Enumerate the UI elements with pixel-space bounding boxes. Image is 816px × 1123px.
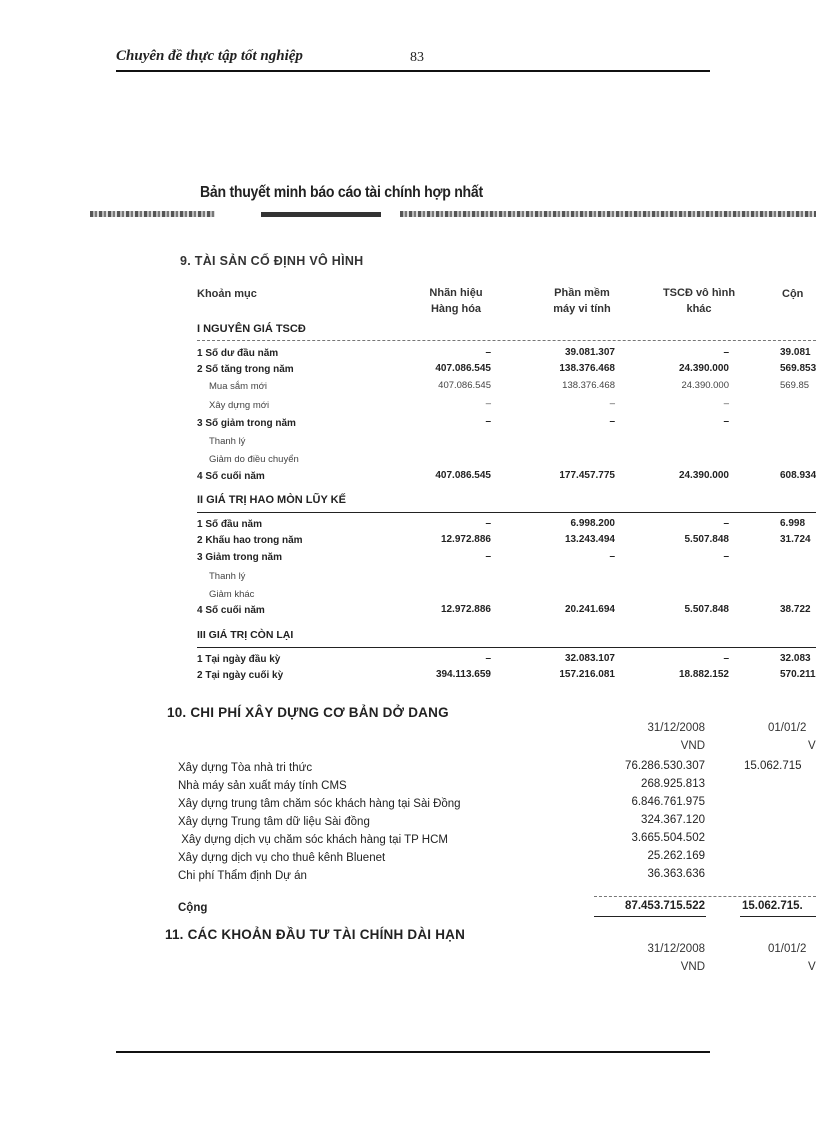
cell-trademark: – <box>485 347 491 358</box>
report-title: Bản thuyết minh báo cáo tài chính hợp nhất <box>200 184 483 201</box>
unit-header-current: VND <box>680 740 705 752</box>
cell-other: 24.390.000 <box>678 470 729 481</box>
cell-trademark: – <box>485 551 491 562</box>
cell-software: 138.376.468 <box>559 363 615 374</box>
divider <box>197 512 816 513</box>
cip-row-current: 76.286.530.307 <box>625 760 705 772</box>
row-label: 1 Số dư đầu năm <box>197 348 279 359</box>
cip-row-label: Chi phí Thẩm định Dự án <box>178 870 307 882</box>
cell-software: 39.081.307 <box>564 347 615 358</box>
group-remaining-value: III GIÁ TRỊ CÒN LẠI <box>197 629 294 641</box>
row-label: 4 Số cuối năm <box>197 605 265 616</box>
cell-other: 5.507.848 <box>684 534 729 545</box>
cell-software: 13.243.494 <box>564 534 615 545</box>
cell-other: 24.390.000 <box>678 363 729 374</box>
cell-software: 157.216.081 <box>559 669 615 680</box>
date-header-previous: 01/01/2 <box>768 943 807 955</box>
cell-trademark: 407.086.545 <box>435 470 491 481</box>
cell-software: – <box>609 416 615 427</box>
cip-total-label: Cộng <box>178 902 208 914</box>
cell-total: 32.083 <box>780 653 811 664</box>
cip-row-current: 3.665.504.502 <box>631 832 705 844</box>
cip-row-current: 6.846.761.975 <box>631 796 705 808</box>
cell-trademark: 394.113.659 <box>435 669 491 680</box>
cip-total-previous: 15.062.715. <box>742 900 803 912</box>
group-original-cost: I NGUYÊN GIÁ TSCĐ <box>197 323 306 335</box>
column-header-total: Cộn <box>782 288 804 300</box>
column-header-trademark: Nhãn hiệu <box>429 287 483 299</box>
document-header-title: Chuyên đề thực tập tốt nghiệp <box>116 48 303 64</box>
cip-row-current: 268.925.813 <box>641 778 705 790</box>
row-label: Giảm khác <box>209 589 255 600</box>
cell-total: 6.998 <box>780 518 806 529</box>
cell-software: 6.998.200 <box>570 518 615 529</box>
column-header-other-assets: TSCĐ vô hình <box>662 287 736 299</box>
row-label: Mua sắm mới <box>209 381 267 392</box>
row-label: 1 Tại ngày đầu kỳ <box>197 654 281 665</box>
column-header-software: Phần mềm <box>554 287 610 299</box>
cell-other: – <box>723 416 729 427</box>
date-header-current: 31/12/2008 <box>647 943 705 955</box>
cell-trademark: 12.972.886 <box>440 604 491 615</box>
row-label: 3 Số giảm trong năm <box>197 418 296 429</box>
divider <box>594 916 706 917</box>
row-label: 2 Tại ngày cuối kỳ <box>197 670 284 681</box>
row-label: 1 Số đầu năm <box>197 519 263 530</box>
cell-trademark: 407.086.545 <box>438 380 491 391</box>
section-11-title: 11. CÁC KHOẢN ĐẦU TƯ TÀI CHÍNH DÀI HẠN <box>165 927 466 942</box>
footer-rule <box>116 1051 710 1053</box>
cip-row-current: 25.262.169 <box>647 850 705 862</box>
cell-total: 39.081 <box>780 347 811 358</box>
cip-row-label: Xây dựng trung tâm chăm sóc khách hàng tại Sài Đồng <box>178 798 461 810</box>
row-label: Xây dựng mới <box>209 400 270 411</box>
cip-row-previous: 15.062.715 <box>744 760 802 772</box>
cell-trademark: – <box>485 653 491 664</box>
group-accumulated-depreciation: II GIÁ TRỊ HAO MÒN LŨY KẾ <box>197 494 346 506</box>
cell-trademark: 12.972.886 <box>440 534 491 545</box>
cell-other: – <box>723 551 729 562</box>
row-label: 3 Giảm trong năm <box>197 552 283 563</box>
row-label: Giảm do điều chuyển <box>209 454 299 465</box>
cell-trademark: – <box>485 518 491 529</box>
decorative-band <box>90 211 215 217</box>
cell-other: – <box>723 398 729 409</box>
cell-trademark: – <box>485 398 491 409</box>
cip-row-current: 36.363.636 <box>647 868 705 880</box>
unit-header-previous: V <box>808 961 816 973</box>
cell-other: – <box>723 518 729 529</box>
cell-total: 608.934 <box>780 470 816 481</box>
decorative-band <box>261 212 381 217</box>
cip-row-label: Nhà máy sản xuất máy tính CMS <box>178 780 347 792</box>
cell-software: 177.457.775 <box>559 470 615 481</box>
unit-header-current: VND <box>680 961 705 973</box>
cip-row-label: Xây dựng dịch vụ chăm sóc khách hàng tại TP HCM <box>178 834 448 846</box>
cell-software: – <box>609 551 615 562</box>
page-number: 83 <box>410 50 424 65</box>
cell-total: 569.853 <box>780 363 816 374</box>
date-header-previous: 01/01/2 <box>768 722 807 734</box>
cell-other: 5.507.848 <box>684 604 729 615</box>
row-label: Thanh lý <box>209 571 246 582</box>
cell-software: 138.376.468 <box>562 380 615 391</box>
cell-total: 569.85 <box>780 380 810 391</box>
cell-other: – <box>723 347 729 358</box>
cell-trademark: 407.086.545 <box>435 363 491 374</box>
cip-row-current: 324.367.120 <box>641 814 705 826</box>
cell-trademark: – <box>485 416 491 427</box>
decorative-band <box>400 211 816 217</box>
unit-header-previous: V <box>808 740 816 752</box>
header-rule <box>116 70 710 72</box>
column-header-item: Khoản mục <box>197 288 257 300</box>
divider <box>740 916 816 917</box>
section-10-title: 10. CHI PHÍ XÂY DỰNG CƠ BẢN DỞ DANG <box>167 705 449 720</box>
cell-total: 31.724 <box>780 534 811 545</box>
cell-other: 18.882.152 <box>678 669 729 680</box>
divider <box>197 340 816 341</box>
cell-software: 32.083.107 <box>564 653 615 664</box>
row-label: 2 Khấu hao trong năm <box>197 535 303 546</box>
divider <box>594 896 816 897</box>
cell-other: – <box>723 653 729 664</box>
cell-software: – <box>609 398 615 409</box>
column-header-software-line2: máy vi tính <box>553 303 611 315</box>
cip-row-label: Xây dựng Tòa nhà tri thức <box>178 762 313 774</box>
row-label: 2 Số tăng trong năm <box>197 364 294 375</box>
cip-total-current: 87.453.715.522 <box>625 900 705 912</box>
date-header-current: 31/12/2008 <box>647 722 705 734</box>
cell-total: 570.211 <box>780 669 816 680</box>
divider <box>197 647 816 648</box>
cip-row-label: Xây dựng dịch vụ cho thuê kênh Bluenet <box>178 852 386 864</box>
cell-other: 24.390.000 <box>681 380 729 391</box>
column-header-other-assets-line2: khác <box>686 303 712 315</box>
row-label: Thanh lý <box>209 436 246 447</box>
column-header-trademark-line2: Hàng hóa <box>430 303 482 315</box>
section-9-title: 9. TÀI SẢN CỐ ĐỊNH VÔ HÌNH <box>180 254 364 268</box>
row-label: 4 Số cuối năm <box>197 471 265 482</box>
cell-software: 20.241.694 <box>564 604 615 615</box>
cell-total: 38.722 <box>780 604 811 615</box>
cip-row-label: Xây dựng Trung tâm dữ liệu Sài đồng <box>178 816 370 828</box>
